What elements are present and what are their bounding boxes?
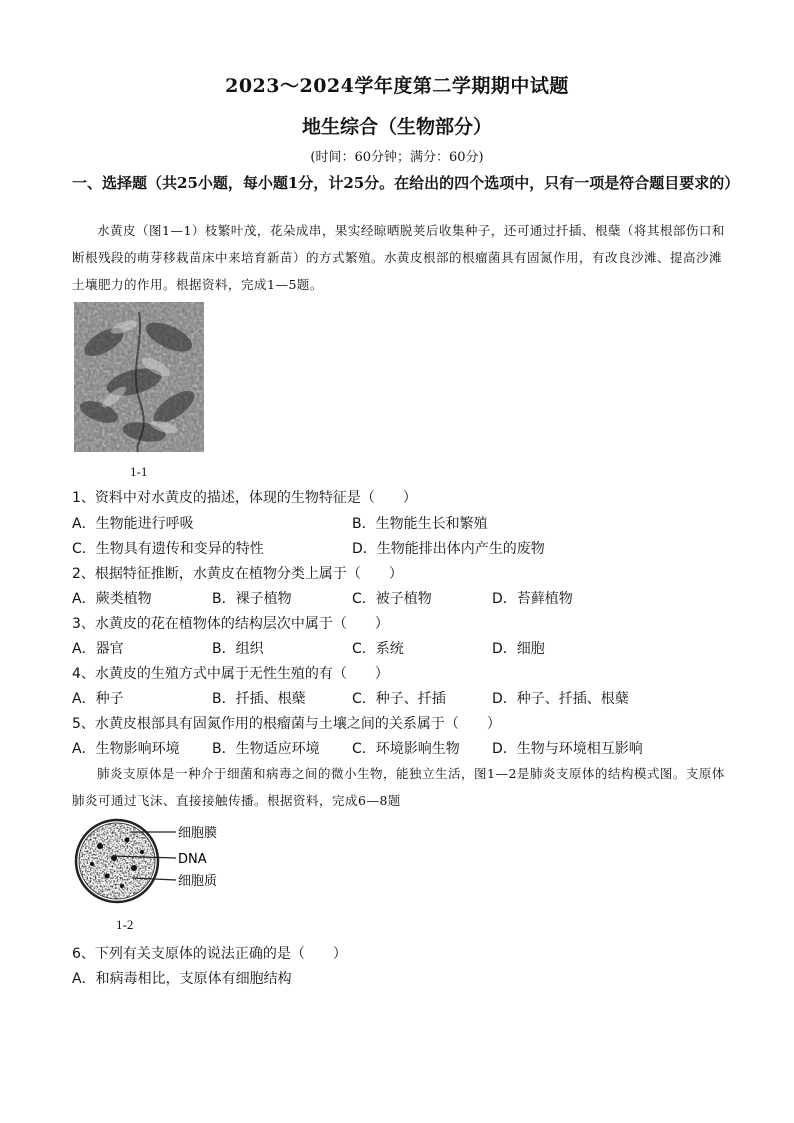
question-1-option-b: B．生物能生长和繁殖 <box>352 516 488 532</box>
exam-subtitle: 地生综合（生物部分） <box>301 116 492 138</box>
exam-meta: (时间：60分钟；满分：60分) <box>310 150 484 165</box>
plant-photo-image <box>74 302 204 452</box>
question-4-option-a: A．种子 <box>72 691 124 707</box>
question-2-option-c: C．被子植物 <box>352 591 432 607</box>
section-heading: 一、选择题（共25小题，每小题1分，计25分。在给出的四个选项中，只有一项是符合题目要求的） <box>72 174 740 192</box>
question-2-option-d: D．苔藓植物 <box>492 591 573 607</box>
figure-2-caption: 1-2 <box>116 917 134 932</box>
question-3-option-d: D．细胞 <box>492 641 545 657</box>
question-1-stem: 1、资料中对水黄皮的描述，体现的生物特征是（ ） <box>72 490 417 506</box>
passage-2: 肺炎支原体是一种介于细菌和病毒之间的微小生物，能独立生活，图1—2是肺炎支原体的结构模式图。支原体肺炎可通过飞沫、直接接触传播。根据资料，完成6—8题 <box>72 766 725 808</box>
question-5-stem: 5、水黄皮根部具有固氮作用的根瘤菌与土壤之间的关系属于（ ） <box>72 716 501 732</box>
question-1-option-c: C．生物具有遗传和变异的特性 <box>72 541 264 557</box>
question-2-option-b: B．裸子植物 <box>212 591 292 607</box>
figure-1-caption: 1-1 <box>130 464 148 479</box>
question-6-stem: 6、下列有关支原体的说法正确的是（ ） <box>72 946 347 962</box>
question-3-option-c: C．系统 <box>352 641 404 657</box>
question-4-option-d: D．种子、扦插、根蘖 <box>492 691 629 707</box>
question-1-option-a: A．生物能进行呼吸 <box>72 516 194 532</box>
question-6-option-a: A．和病毒相比，支原体有细胞结构 <box>72 971 292 987</box>
exam-title: 2023～2024学年度第二学期期中试题 <box>225 75 569 97</box>
question-3-option-a: A．器官 <box>72 641 124 657</box>
question-5-option-b: B．生物适应环境 <box>212 741 320 757</box>
question-5-option-d: D．生物与环境相互影响 <box>492 741 643 757</box>
question-5-option-c: C．环境影响生物 <box>352 741 460 757</box>
question-3-stem: 3、水黄皮的花在植物体的结构层次中属于（ ） <box>72 616 389 632</box>
question-2-option-a: A．蕨类植物 <box>72 591 152 607</box>
question-3-option-b: B．组织 <box>212 641 264 657</box>
label-cell-membrane: 细胞膜 <box>178 826 218 841</box>
label-cytoplasm: 细胞质 <box>178 874 218 889</box>
question-4-option-b: B．扦插、根蘖 <box>212 691 306 707</box>
label-dna: DNA <box>178 852 207 867</box>
passage-1: 水黄皮（图1—1）枝繁叶茂，花朵成串，果实经晾晒脱荚后收集种子，还可通过扦插、根蘖（将其根部伤口和断根残段的萌芽移栽苗床中来培育新苗）的方式繁殖。水黄皮根部的根瘤菌具有固氮作用，有改良沙滩、提高沙滩土壤肥力的作用。根据资料，完成1—5题。 <box>72 223 725 292</box>
question-1-option-d: D．生物能排出体内产生的废物 <box>352 541 545 557</box>
question-2-stem: 2、根据特征推断，水黄皮在植物分类上属于（ ） <box>72 566 403 582</box>
question-5-option-a: A．生物影响环境 <box>72 741 180 757</box>
question-4-option-c: C．种子、扦插 <box>352 691 446 707</box>
mycoplasma-diagram <box>72 816 252 906</box>
question-4-stem: 4、水黄皮的生殖方式中属于无性生殖的有（ ） <box>72 666 389 682</box>
